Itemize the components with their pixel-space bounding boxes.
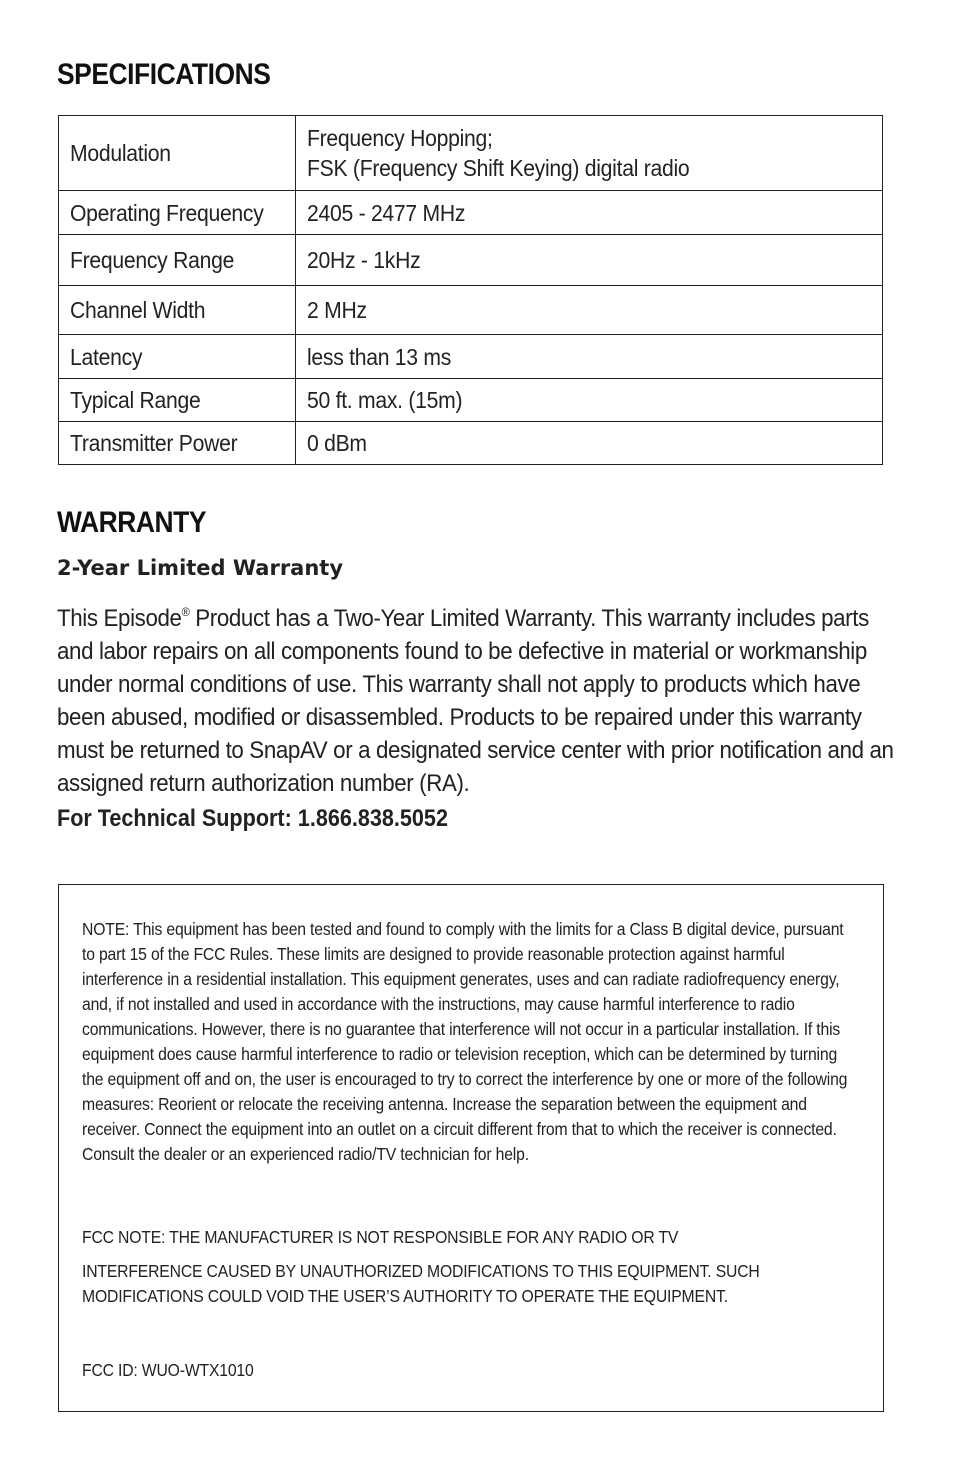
- specifications-table: [58, 115, 883, 465]
- fcc-id: FCC ID: WUO-WTX1010: [82, 1360, 254, 1380]
- table-row: [59, 116, 883, 191]
- spec-value: 0 dBm: [296, 422, 883, 465]
- spec-value: 20Hz - 1kHz: [296, 235, 883, 286]
- warranty-subtitle: 2-Year Limited Warranty: [57, 556, 344, 580]
- fcc-manufacturer-note-rest: INTERFERENCE CAUSED BY UNAUTHORIZED MODIFICATIONS TO THIS EQUIPMENT. SUCH MODIFICATIONS COULD VOID THE USER’S AUTHORITY TO OPERATE THE EQUIPMENT.: [82, 1261, 760, 1306]
- spec-label: Frequency Range: [59, 235, 296, 286]
- warranty-title: WARRANTY: [57, 506, 207, 539]
- spec-label: Channel Width: [59, 286, 296, 335]
- registered-mark: ®: [181, 605, 190, 619]
- spec-label: Operating Frequency: [59, 191, 296, 235]
- spec-label: Typical Range: [59, 379, 296, 422]
- spec-label: Transmitter Power: [59, 422, 296, 465]
- technical-support-line: For Technical Support: 1.866.838.5052: [57, 805, 448, 832]
- warranty-body: This Episode® Product has a Two-Year Limited Warranty. This warranty includes parts and labor repairs on all components found to be defective in material or workmanship under normal conditions of use. This warranty shall not apply to products which have been abused, modified or disassembled. Products to be repaired under this warranty must be returned to SnapAV or a designated service center with prior notification and an assigned return authorization number (RA).: [57, 605, 894, 797]
- specifications-title: SPECIFICATIONS: [57, 58, 271, 91]
- fcc-manufacturer-note-line1: FCC NOTE: THE MANUFACTURER IS NOT RESPONSIBLE FOR ANY RADIO OR TV: [82, 1227, 679, 1247]
- table-row: [59, 286, 883, 335]
- table-row: [59, 422, 883, 465]
- spec-value: Frequency Hopping; FSK (Frequency Shift Keying) digital radio: [296, 116, 883, 191]
- fcc-notice-box: [58, 884, 884, 1412]
- table-row: [59, 379, 883, 422]
- fcc-compliance-note: NOTE: This equipment has been tested and found to comply with the limits for a Class B digital device, pursuant to part 15 of the FCC Rules. These limits are designed to provide reasonable protection against harmful interference in a residential installation. This equipment generates, uses and can radiate radiofrequency energy, and, if not installed and used in accordance with the instructions, may cause harmful interference to radio communications. However, there is no guarantee that interference will not occur in a particular installation. If this equipment does cause harmful interference to radio or television reception, which can be determined by turning the equipment off and on, the user is encouraged to try to correct the interference by one or more of the following measures: Reorient or relocate the receiving antenna. Increase the separation between the equipment and receiver. Connect the equipment into an outlet on a circuit different from that to which the receiver is connected. Consult the dealer or an experienced radio/TV technician for help.: [82, 919, 848, 1164]
- table-row: [59, 235, 883, 286]
- table-row: [59, 335, 883, 379]
- spec-value: 2 MHz: [296, 286, 883, 335]
- table-row: [59, 191, 883, 235]
- spec-value: 50 ft. max. (15m): [296, 379, 883, 422]
- spec-value: 2405 - 2477 MHz: [296, 191, 883, 235]
- spec-label: Latency: [59, 335, 296, 379]
- spec-value: less than 13 ms: [296, 335, 883, 379]
- spec-label: Modulation: [59, 116, 296, 191]
